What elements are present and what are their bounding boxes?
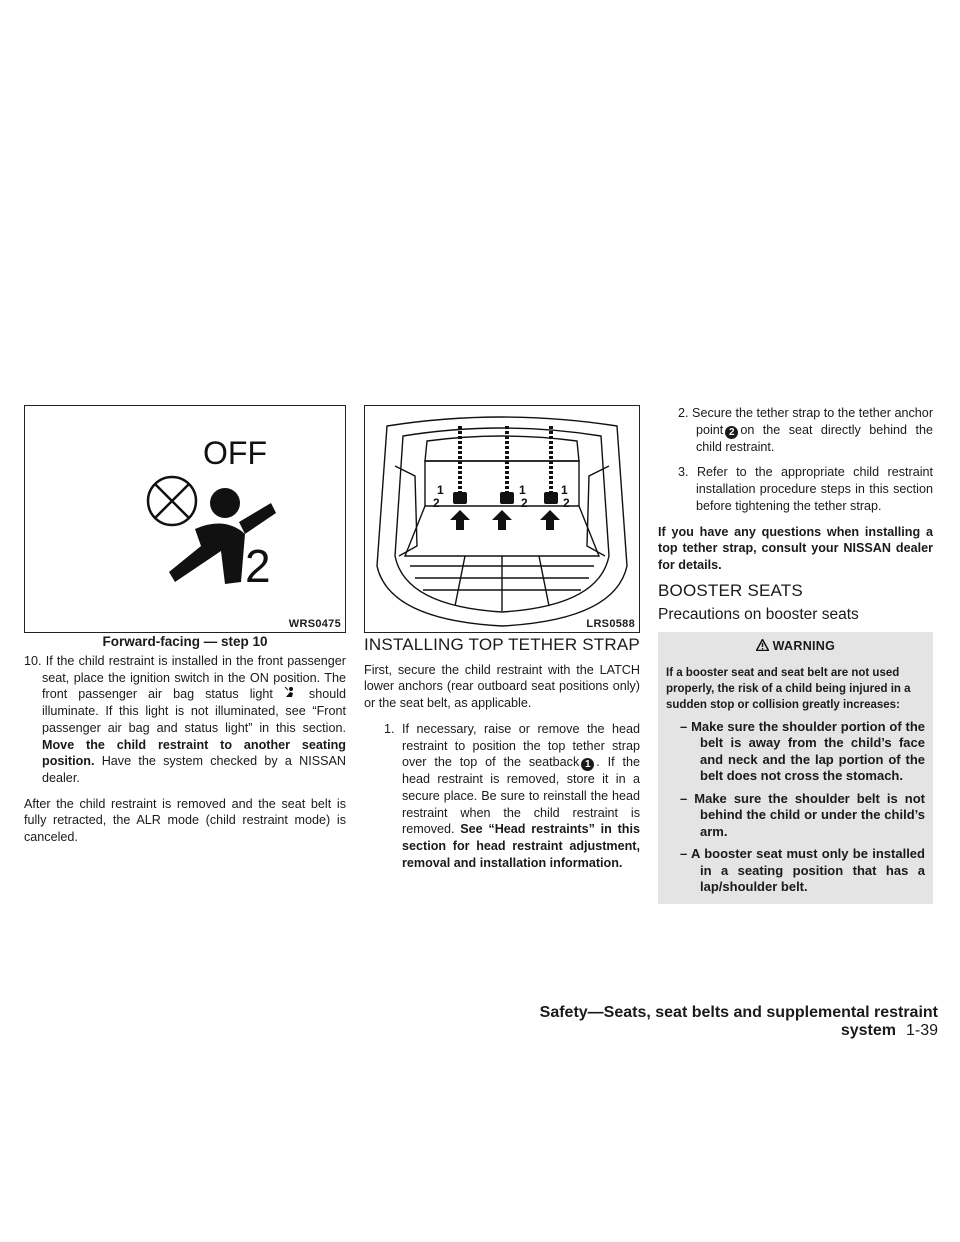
callout-1-left: 1 [437,483,444,497]
airbag-off-figure [24,405,346,633]
figure-code: LRS0588 [586,618,635,630]
figure-caption: Forward-facing — step 10 [102,634,268,649]
warning-item: – Make sure the shoulder belt is not behind the child or under the child’s arm. [680,790,925,839]
cargo-tether-anchor-diagram [365,406,639,632]
off-label: OFF [203,435,267,471]
cargo-area-figure [364,405,640,633]
seat-number: 2 [245,540,271,592]
callout-1-center: 1 [519,483,526,497]
passenger-airbag-off-icon [25,406,345,632]
section-heading: INSTALLING TOP TETHER STRAP [364,635,640,654]
warning-box [658,632,933,904]
step-3: 3. Refer to the appropriate child restraint installation procedure steps in this section before tightening the tether strap. [678,465,933,513]
column-right [658,405,933,904]
warning-item: – Make sure the shoulder portion of the belt is away from the child’s face and neck and the lap portion of the belt does not cross the stomach. [680,718,925,784]
column-left [24,653,346,855]
step-1: 1. If necessary, raise or remove the head restraint to position the top tether strap over the top of the seatback 1 . If the head restraint is removed, store it in a secure place. Be sure to reinstall the head restraint when the child restraint is removed. See “Head restraints” in this section for head restraint adjustment, removal and installation information. [384,721,641,870]
callout-2-center: 2 [521,496,528,510]
warning-triangle-icon [756,639,773,653]
warning-heading: WARNING [666,638,925,655]
dealer-note: If you have any questions when installing a top tether strap, consult your NISSAN dealer for details. [658,524,933,572]
section-heading: BOOSTER SEATS [658,580,803,600]
column-middle [364,637,640,880]
alr-paragraph: After the child restraint is removed and the seat belt is fully retracted, the ALR mode (child restraint mode) is canceled. [24,796,346,845]
callout-1-marker: 1 [581,758,594,771]
callout-2-marker: 2 [725,426,738,439]
figure-code: WRS0475 [288,618,341,630]
page-number: 1-39 [905,1022,938,1039]
step-10: 10. If the child restraint is installed in the front passenger seat, place the ignition switch in the ON position. The front passenger air bag status light should illuminate. If this light is not illuminated, see “Front passenger air bag and status light” in this section. Move the child restraint to another seating position. Have the system checked by a NISSAN dealer. [24,654,347,785]
callout-2-left: 2 [433,496,440,510]
callout-2-right: 2 [563,496,570,510]
step-2: 2. Secure the tether strap to the tether anchor point 2 on the seat directly behind the child restraint. [678,406,934,454]
subsection-heading: Precautions on booster seats [658,606,859,624]
warning-intro: If a booster seat and seat belt are not used properly, the risk of a child being injured in a sudden stop or collision greatly increases: [666,666,911,711]
callout-1-right: 1 [561,483,568,497]
page-footer [510,1004,938,1040]
airbag-status-light-icon [284,686,298,703]
intro-paragraph: First, secure the child restraint with the LATCH lower anchors (rear outboard seat positions only) or the seat belt, as applicable. [364,662,640,711]
warning-item: – A booster seat must only be installed in a seating position that has a lap/shoulder belt. [680,846,925,895]
footer-title: Safety—Seats, seat belts and supplemental restraint system [539,1004,938,1039]
